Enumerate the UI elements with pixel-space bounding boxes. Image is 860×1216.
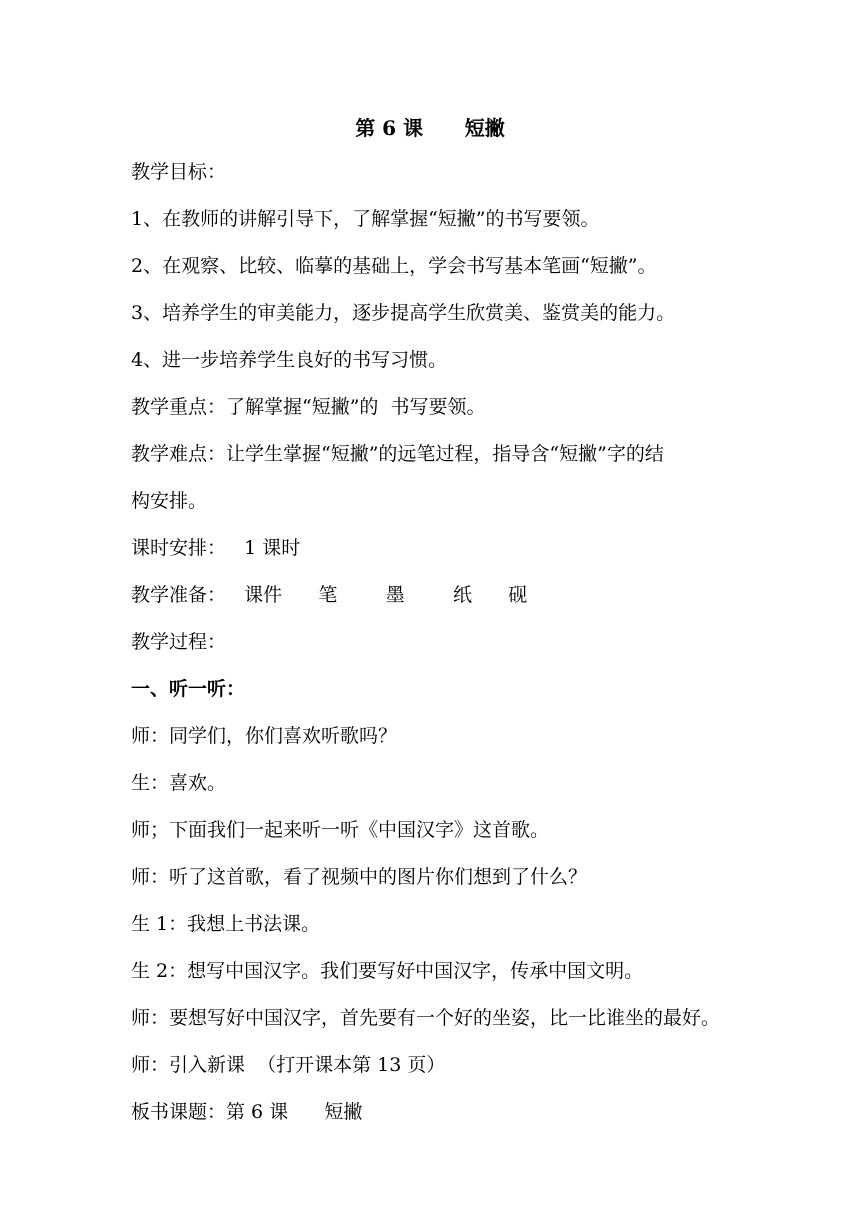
paragraph-line: 生：喜欢。 bbox=[131, 772, 227, 794]
paragraph-line: 教学难点：让学生掌握“短撇”的远笔过程，指导含“短撇”字的结 bbox=[131, 443, 664, 465]
paragraph-line: 4、进一步培养学生良好的书写习惯。 bbox=[131, 349, 448, 371]
paragraph-line: 构安排。 bbox=[131, 490, 208, 512]
paragraph-line: 师：同学们，你们喜欢听歌吗？ bbox=[131, 725, 398, 747]
section-heading: 一、听一听： bbox=[131, 678, 246, 700]
paragraph-line: 师：听了这首歌，看了视频中的图片你们想到了什么？ bbox=[131, 866, 588, 888]
paragraph-line: 3、培养学生的审美能力，逐步提高学生欣赏美、鉴赏美的能力。 bbox=[131, 302, 676, 324]
paragraph-line: 教学准备： 课件 笔 墨 纸 砚 bbox=[131, 584, 528, 606]
paragraph-line: 板书课题：第 6 课 短撇 bbox=[131, 1101, 363, 1123]
paragraph-line: 师：要想写好中国汉字，首先要有一个好的坐姿，比一比谁坐的最好。 bbox=[131, 1007, 721, 1029]
paragraph-line: 生 2：想写中国汉字。我们要写好中国汉字，传承中国文明。 bbox=[131, 960, 644, 982]
lesson-body bbox=[131, 158, 741, 1145]
paragraph-line: 教学目标： bbox=[131, 161, 227, 183]
paragraph-line: 1、在教师的讲解引导下，了解掌握“短撇”的书写要领。 bbox=[131, 208, 600, 230]
paragraph-line: 教学重点：了解掌握“短撇”的 书写要领。 bbox=[131, 396, 486, 418]
paragraph-line: 生 1：我想上书法课。 bbox=[131, 913, 321, 935]
paragraph-line: 课时安排： 1 课时 bbox=[131, 537, 301, 559]
paragraph-line: 2、在观察、比较、临摹的基础上，学会书写基本笔画“短撇”。 bbox=[131, 255, 657, 277]
paragraph-line: 教学过程： bbox=[131, 631, 227, 653]
paragraph-line: 师：引入新课 （打开课本第 13 页） bbox=[131, 1054, 446, 1076]
paragraph-line: 师；下面我们一起来听一听《中国汉字》这首歌。 bbox=[131, 819, 550, 841]
lesson-title: 第 6 课 短撇 bbox=[355, 116, 505, 140]
